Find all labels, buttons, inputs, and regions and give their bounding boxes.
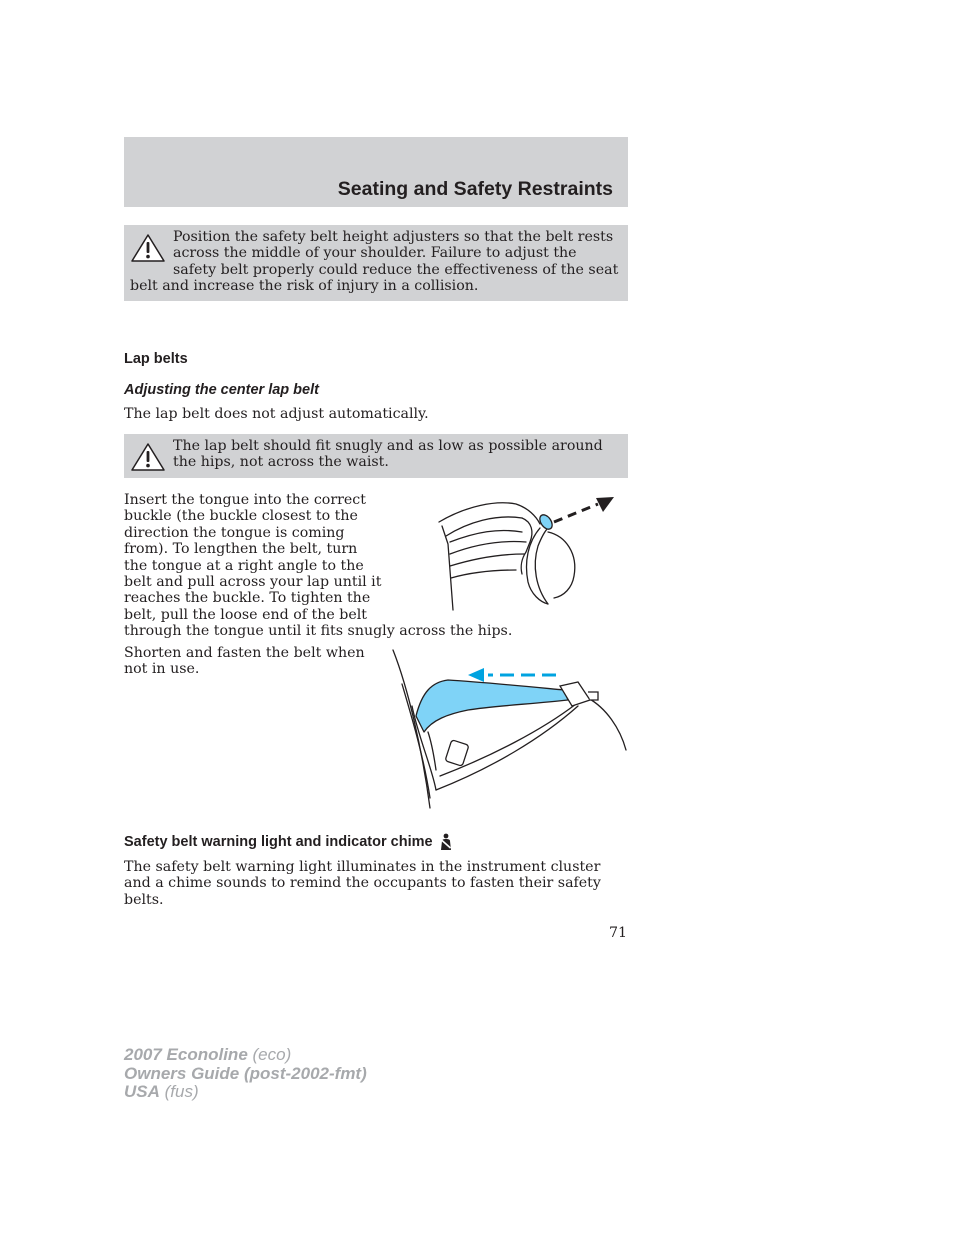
warning-box-height-adjusters: [124, 225, 628, 301]
paragraph-no-adjust: The lap belt does not adjust automatically.: [124, 406, 429, 422]
subsection-heading-adjusting-center-lap-belt: Adjusting the center lap belt: [124, 382, 319, 398]
footer-line-1: 2007 Econoline (eco): [124, 1045, 292, 1064]
paragraph-insert-tongue-continued: through the tongue until it fits snugly across the hips.: [124, 623, 513, 639]
shorten-belt-illustration: [392, 648, 630, 810]
page-title: Seating and Safety Restraints: [337, 178, 613, 200]
page-number: 71: [608, 925, 627, 941]
paragraph-insert-tongue: Insert the tongue into the correct buckle (the buckle closest to the direction the tongue is coming from). To lengthen the belt, turn the tongue at a right angle to the belt and pull across your lap until it reaches the buckle. To tighten the belt, pull the loose end of the belt: [124, 492, 382, 623]
warning-text: Position the safety belt height adjusters so that the belt rests across the middle of your shoulder. Failure to adjust the safety belt properly could reduce the effectiveness of the seat belt and increase the risk of injury in a collision.: [130, 229, 619, 295]
footer-line-2: Owners Guide (post-2002-fmt): [124, 1063, 367, 1083]
header-band: [124, 137, 628, 207]
warning-triangle-icon: [130, 442, 166, 472]
seatbelt-person-icon: [438, 833, 454, 851]
section-heading-warning-light-chime: [124, 833, 454, 851]
paragraph-shorten-belt: Shorten and fasten the belt when not in use.: [124, 645, 365, 678]
warning-text: The lap belt should fit snugly and as low as possible around the hips, not across the waist.: [173, 438, 603, 471]
lengthen-belt-illustration: [436, 492, 620, 616]
warning-box-lap-belt-fit: [124, 434, 628, 478]
chime-heading-text: Safety belt warning light and indicator chime: [124, 834, 433, 850]
section-heading-lap-belts: Lap belts: [124, 351, 188, 367]
paragraph-warning-light: The safety belt warning light illuminates in the instrument cluster and a chime sounds to remind the occupants to fasten their safety belts.: [124, 859, 601, 908]
footer-line-3: USA (fus): [124, 1082, 199, 1101]
warning-triangle-icon: [130, 233, 166, 263]
document-footer: [124, 1046, 367, 1102]
